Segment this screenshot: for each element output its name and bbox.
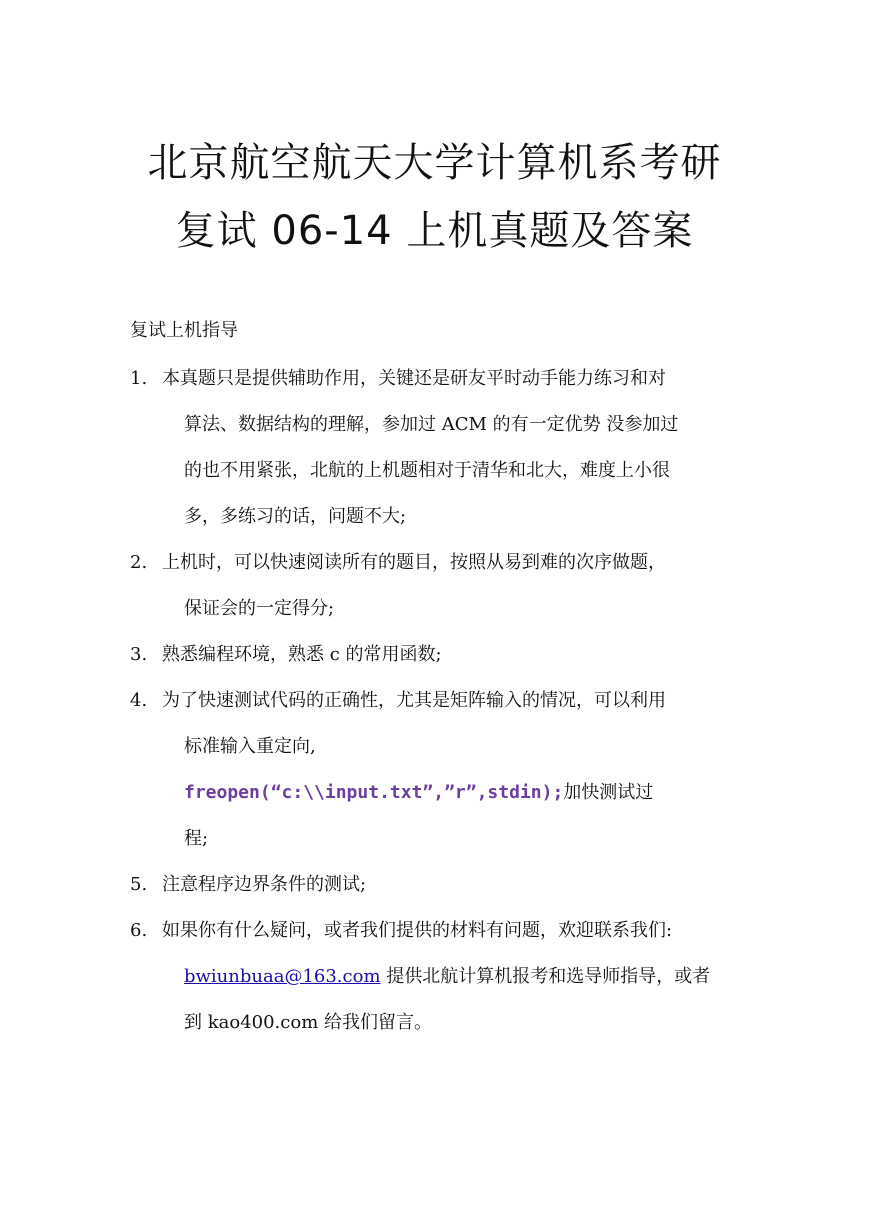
document-title-line-2: 复试 06-14 上机真题及答案 bbox=[175, 208, 694, 254]
list-item-text: 多，多练习的话，问题不大; bbox=[184, 506, 407, 527]
list-item-text: 本真题只是提供辅助作用，关键还是研友平时动手能力练习和对 bbox=[162, 368, 666, 389]
list-item-text: 为了快速测试代码的正确性，尤其是矩阵输入的情况，可以利用 bbox=[162, 690, 666, 711]
document-title-line-1: 北京航空航天大学计算机系考研 bbox=[147, 140, 722, 186]
list-item-text: 保证会的一定得分; bbox=[184, 598, 335, 619]
list-item-text: 如果你有什么疑问，或者我们提供的材料有问题，欢迎联系我们: bbox=[162, 920, 673, 941]
list-item-number: 5. bbox=[130, 874, 148, 895]
list-item-number: 1. bbox=[130, 368, 148, 389]
list-item-text: 熟悉编程环境，熟悉 c 的常用函数; bbox=[162, 644, 442, 665]
list-item-number: 4. bbox=[130, 690, 148, 711]
list-item-text: 算法、数据结构的理解，参加过 ACM 的有一定优势 没参加过 bbox=[184, 414, 679, 435]
list-item-number: 3. bbox=[130, 644, 148, 665]
list-item-text: 标准输入重定向, bbox=[184, 736, 316, 757]
list-item-text: 到 kao400.com 给我们留言。 bbox=[184, 1012, 432, 1033]
code-trailing-text: 加快测试过 bbox=[563, 782, 654, 803]
code-line bbox=[184, 780, 653, 806]
list-item-text: 注意程序边界条件的测试; bbox=[162, 874, 367, 895]
contact-line bbox=[184, 964, 710, 990]
list-item-number: 6. bbox=[130, 920, 148, 941]
list-item-number: 2. bbox=[130, 552, 148, 573]
freopen-code-snippet: freopen(“c:\\input.txt”,”r”,stdin); bbox=[184, 782, 564, 803]
email-link[interactable]: bwiunbuaa@163.com bbox=[184, 966, 381, 987]
email-trailing-text: 提供北航计算机报考和选导师指导，或者 bbox=[380, 966, 711, 987]
list-item-text: 的也不用紧张，北航的上机题相对于清华和北大，难度上小很 bbox=[184, 460, 670, 481]
section-heading: 复试上机指导 bbox=[130, 320, 238, 341]
list-item-text: 程; bbox=[184, 828, 209, 849]
list-item-text: 上机时，可以快速阅读所有的题目，按照从易到难的次序做题， bbox=[162, 552, 666, 573]
